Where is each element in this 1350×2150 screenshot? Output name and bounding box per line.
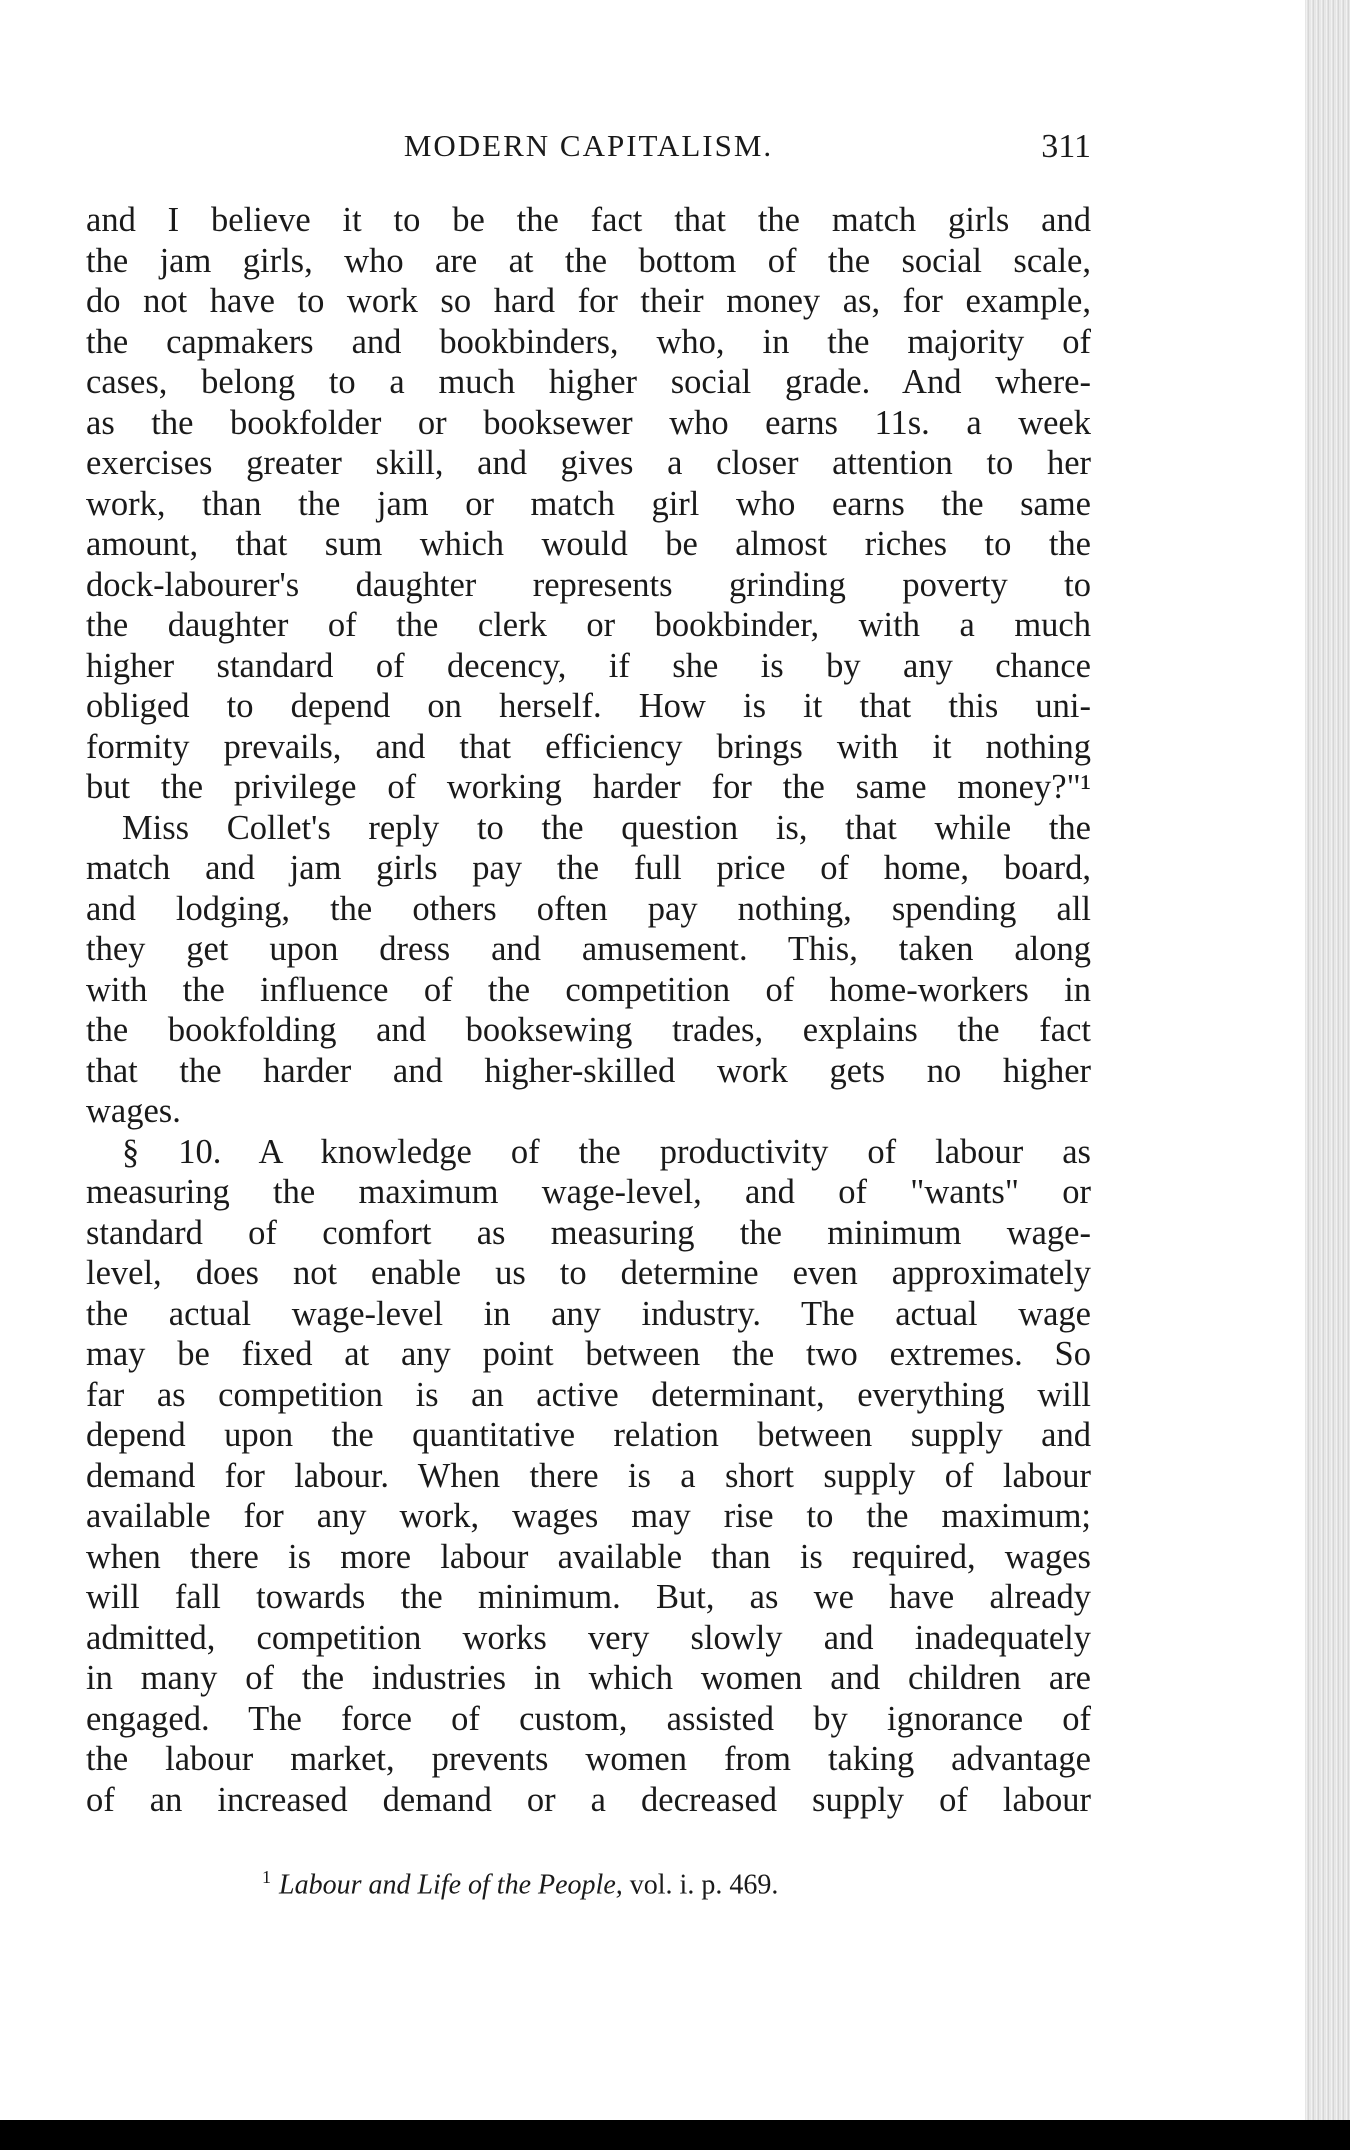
text-line: but the privilege of working harder for the same money?"¹ [86,768,1091,806]
text-line: exercises greater skill, and gives a closer attention to her [86,444,1091,482]
text-line: standard of comfort as measuring the minimum wage- [86,1213,1091,1252]
text-line: with the influence of the competition of home-workers in [86,970,1091,1009]
section-start-line: § 10. A knowledge of the productivity of labour as [122,1132,1091,1171]
page-number: 311 [1041,128,1091,165]
text-line: available for any work, wages may rise to the maximum; [86,1497,1091,1535]
text-line: in many of the industries in which women and children are [86,1659,1091,1697]
text-line: they get upon dress and amusement. This, taken along [86,930,1091,968]
text-line: may be fixed at any point between the two extremes. So [86,1335,1091,1373]
text-line: dock-labourer's daughter represents grinding poverty to [86,565,1091,604]
text-line: higher standard of decency, if she is by any chance [86,646,1091,685]
text-line: the actual wage-level in any industry. The actual wage [86,1294,1091,1333]
text-line: the labour market, prevents women from taking advantage [86,1740,1091,1778]
text-line: formity prevails, and that efficiency brings with it nothing [86,727,1091,766]
text-line: will fall towards the minimum. But, as we have already [86,1578,1091,1616]
text-line: admitted, competition works very slowly and inadequately [86,1618,1091,1657]
text-line: amount, that sum which would be almost riches to the [86,525,1091,563]
text-line: the capmakers and bookbinders, who, in the majority of [86,322,1091,361]
text-line: that the harder and higher-skilled work gets no higher [86,1051,1091,1090]
scan-bottom-border [0,2120,1350,2150]
text-line: match and jam girls pay the full price of home, board, [86,849,1091,887]
footnote [262,1867,962,1901]
text-line: the bookfolding and booksewing trades, explains the fact [86,1011,1091,1049]
text-line: and I believe it to be the fact that the match girls and [86,201,1091,239]
paragraph-start-line: Miss Collet's reply to the question is, that while the [122,808,1091,847]
page-edge-shadow [1305,0,1350,2120]
text-line: depend upon the quantitative relation between supply and [86,1416,1091,1454]
text-line: as the bookfolder or booksewer who earns 11s. a week [86,403,1091,442]
running-title: MODERN CAPITALISM. [403,128,774,163]
text-line: demand for labour. When there is a short supply of labour [86,1456,1091,1495]
text-line: cases, belong to a much higher social grade. And where- [86,363,1091,401]
text-line: the daughter of the clerk or bookbinder, with a much [86,606,1091,644]
running-head [86,128,1091,178]
footnote-reference: vol. i. p. 469. [629,1869,779,1901]
text-line: level, does not enable us to determine even approximately [86,1254,1091,1292]
text-line: do not have to work so hard for their money as, for example, [86,282,1091,320]
text-line: of an increased demand or a decreased supply of labour [86,1780,1091,1819]
text-line: when there is more labour available than is required, wages [86,1537,1091,1576]
text-line: and lodging, the others often pay nothing, spending all [86,889,1091,928]
text-line: measuring the maximum wage-level, and of "wants" or [86,1173,1091,1211]
text-line: far as competition is an active determinant, everything will [86,1375,1091,1414]
body-text [86,200,1091,1820]
footnote-marker: 1 [262,1867,271,1887]
text-line: engaged. The force of custom, assisted by ignorance of [86,1699,1091,1738]
paragraph-end-line: wages. [86,1092,181,1130]
footnote-book-title: Labour and Life of the People, [279,1869,623,1901]
text-line: obliged to depend on herself. How is it that this uni- [86,687,1091,725]
text-line: the jam girls, who are at the bottom of the social scale, [86,241,1091,280]
text-line: work, than the jam or match girl who earns the same [86,484,1091,523]
